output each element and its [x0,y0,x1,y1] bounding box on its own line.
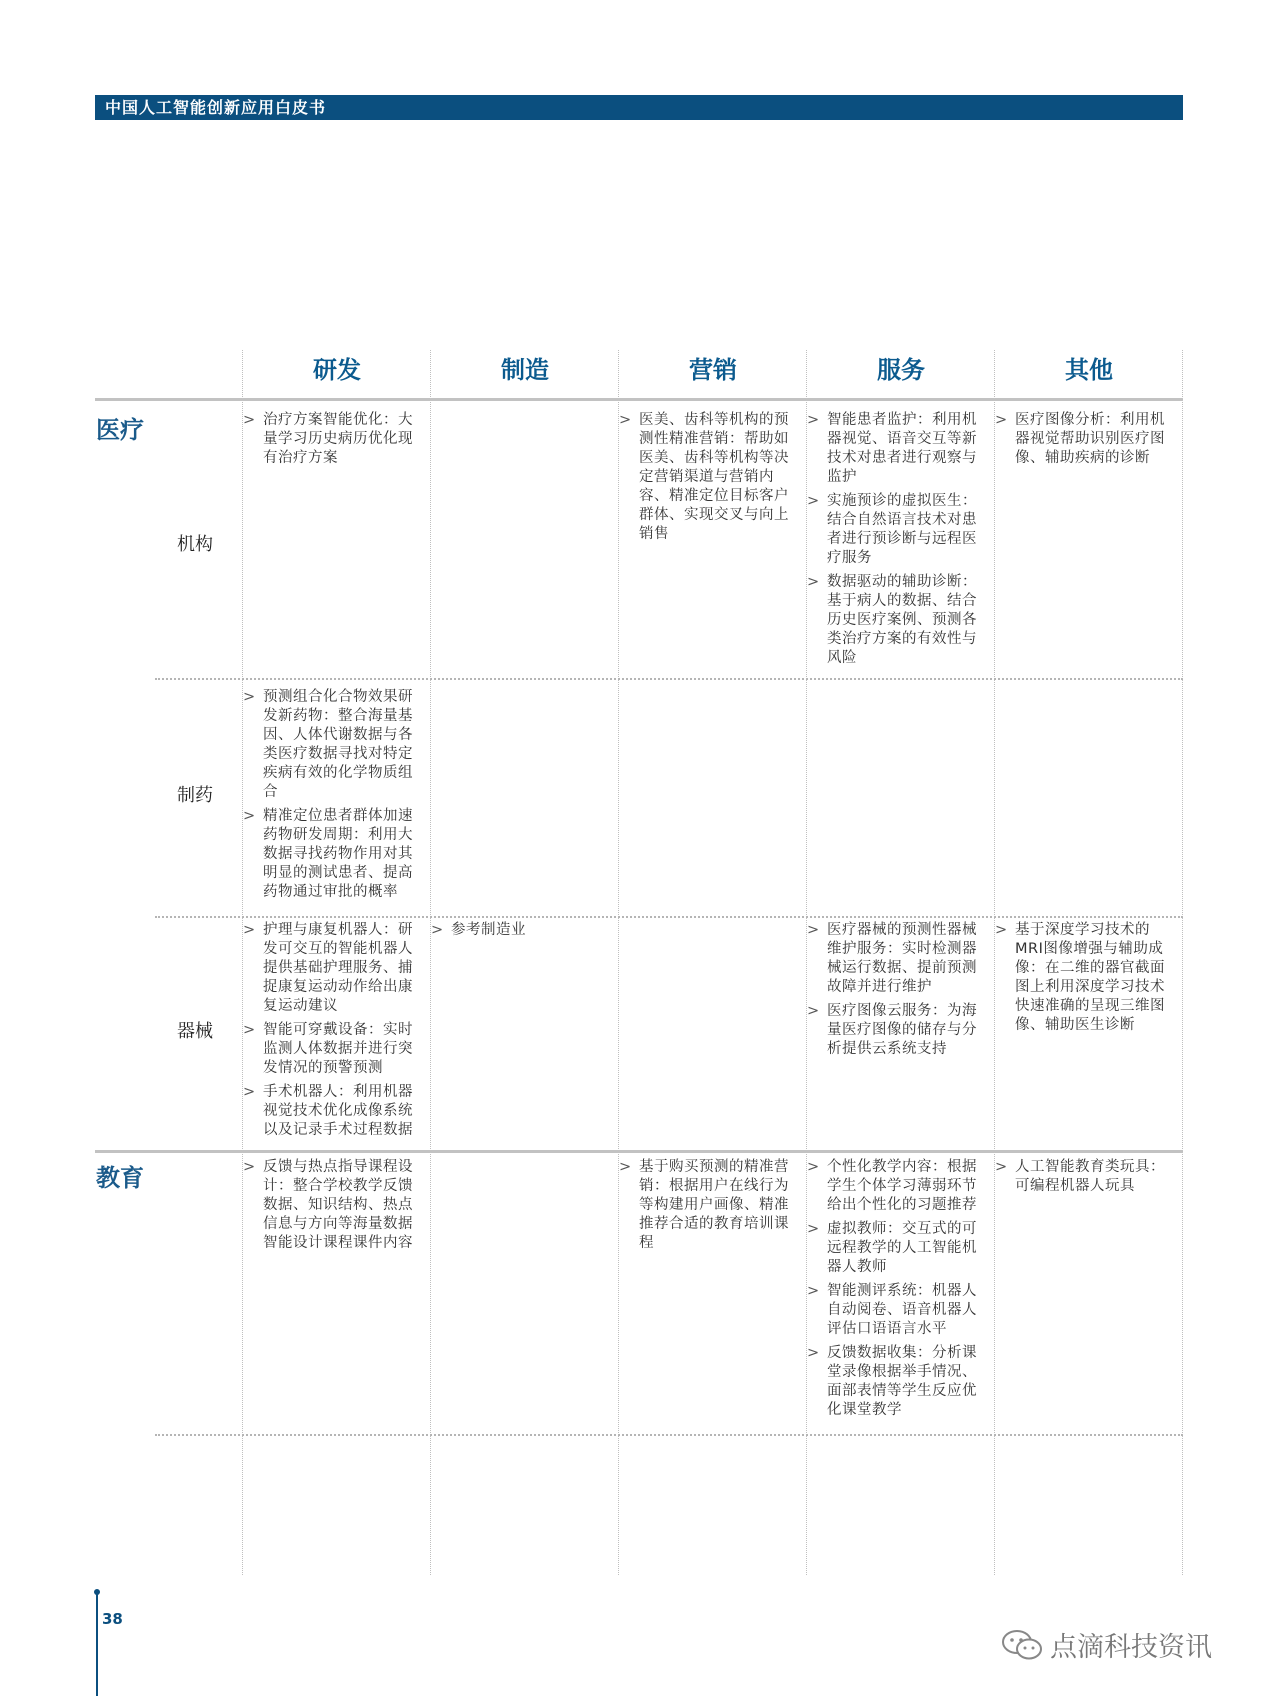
arrow-bullet-icon: > [619,412,632,428]
arrow-bullet-icon: > [807,1221,820,1237]
list-item: > 个性化教学内容：根据学生个体学习薄弱环节给出个性化的习题推荐 [807,1159,977,1213]
list-item: > 智能患者监护：利用机器视觉、语音交互等新技术对患者进行观察与监护 [807,412,977,485]
list-item: > 智能测评系统：机器人自动阅卷、语音机器人评估口语语言水平 [807,1283,977,1337]
list-item: > 医疗器械的预测性器械维护服务：实时检测器械运行数据、提前预测故障并进行维护 [807,922,977,995]
cell-device-rd [243,921,423,1145]
list-item: > 数据驱动的辅助诊断：基于病人的数据、结合历史医疗案例、预测各类治疗方案的有效性与风险 [807,574,977,666]
list-item: > 医疗图像云服务：为海量医疗图像的储存与分析提供云系统支持 [807,1003,977,1057]
list-item: > 人工智能教育类玩具：可编程机器人玩具 [995,1159,1165,1194]
document-title: 中国人工智能创新应用白皮书 [105,98,327,117]
row-divider [155,1434,1183,1436]
category-medical: 医疗 [96,416,144,444]
section-divider [95,398,1183,401]
cell-device-other [995,921,1175,1040]
column-header-marketing: 营销 [689,356,737,384]
section-divider [95,1150,1183,1153]
column-header-rd: 研发 [313,356,361,384]
arrow-bullet-icon: > [243,1022,256,1038]
arrow-bullet-icon: > [619,1159,632,1175]
arrow-bullet-icon: > [995,1159,1008,1175]
arrow-bullet-icon: > [807,1283,820,1299]
wechat-icon [1000,1628,1044,1662]
arrow-bullet-icon: > [243,1159,256,1175]
cell-institution-other [995,411,1175,473]
list-item: > 实施预诊的虚拟医生：结合自然语言技术对患者进行预诊断与远程医疗服务 [807,493,977,566]
watermark [1000,1625,1212,1664]
arrow-bullet-icon: > [431,922,444,938]
list-item: > 虚拟教师：交互式的可远程教学的人工智能机器人教师 [807,1221,977,1275]
cell-device-service [807,921,987,1064]
list-item: > 反馈与热点指导课程设计：整合学校教学反馈数据、知识结构、热点信息与方向等海量数据智能设计课程课件内容 [243,1159,413,1251]
list-item: > 手术机器人：利用机器视觉技术优化成像系统以及记录手术过程数据 [243,1084,413,1138]
page-marker-line [96,1592,98,1696]
cell-education-rd [243,1158,423,1258]
arrow-bullet-icon: > [807,574,820,590]
arrow-bullet-icon: > [807,1345,820,1361]
cell-education-service [807,1158,987,1425]
arrow-bullet-icon: > [243,689,256,705]
grid-divider [430,350,431,1575]
arrow-bullet-icon: > [995,922,1008,938]
grid-divider [1182,350,1183,1575]
arrow-bullet-icon: > [807,922,820,938]
cell-education-marketing [619,1158,799,1258]
list-item: > 智能可穿戴设备：实时监测人体数据并进行突发情况的预警预测 [243,1022,413,1076]
watermark-text: 点滴科技资讯 [1050,1632,1212,1663]
cell-institution-marketing [619,411,799,549]
subcategory-institution: 机构 [177,534,213,555]
arrow-bullet-icon: > [807,1003,820,1019]
row-divider [155,678,1183,680]
page-number: 38 [102,1610,123,1628]
cell-education-other [995,1158,1175,1201]
list-item: > 护理与康复机器人：研发可交互的智能机器人提供基础护理服务、捕捉康复运动动作给出康复运动建议 [243,922,413,1014]
column-header-service: 服务 [877,356,925,384]
list-item: > 基于购买预测的精准营销：根据用户在线行为等构建用户画像、精准推荐合适的教育培训课程 [619,1159,789,1251]
list-item: > 预测组合化合物效果研发新药物：整合海量基因、人体代谢数据与各类医疗数据寻找对特定疾病有效的化学物质组合 [243,689,413,800]
list-item: > 反馈数据收集：分析课堂录像根据举手情况、面部表情等学生反应优化课堂教学 [807,1345,977,1418]
arrow-bullet-icon: > [243,412,256,428]
arrow-bullet-icon: > [243,808,256,824]
list-item: > 基于深度学习技术的MRI图像增强与辅助成像：在二维的器官截面图上利用深度学习技术快速准确的呈现三维图像、辅助医生诊断 [995,922,1165,1033]
cell-institution-service [807,411,987,673]
arrow-bullet-icon: > [243,922,256,938]
subcategory-device: 器械 [177,1021,213,1042]
list-item: > 参考制造业 [431,922,526,938]
list-item: > 医疗图像分析：利用机器视觉帮助识别医疗图像、辅助疾病的诊断 [995,412,1165,466]
list-item: > 治疗方案智能优化：大量学习历史病历优化现有治疗方案 [243,412,413,466]
arrow-bullet-icon: > [807,1159,820,1175]
arrow-bullet-icon: > [807,412,820,428]
cell-device-manufacturing [431,921,611,945]
row-divider [155,916,1183,918]
category-education: 教育 [96,1164,144,1192]
arrow-bullet-icon: > [995,412,1008,428]
arrow-bullet-icon: > [807,493,820,509]
document-header-bar [95,95,1183,120]
subcategory-pharma: 制药 [177,785,213,806]
list-item: > 医美、齿科等机构的预测性精准营销：帮助如医美、齿科等机构等决定营销渠道与营销内容、精准定位目标客户群体、实现交叉与向上销售 [619,412,789,542]
column-header-other: 其他 [1065,356,1113,384]
cell-institution-rd [243,411,423,473]
arrow-bullet-icon: > [243,1084,256,1100]
cell-pharma-rd [243,688,423,907]
column-header-manufacturing: 制造 [501,356,549,384]
list-item: > 精准定位患者群体加速药物研发周期：利用大数据寻找药物作用对其明显的测试患者、提高药物通过审批的概率 [243,808,413,900]
